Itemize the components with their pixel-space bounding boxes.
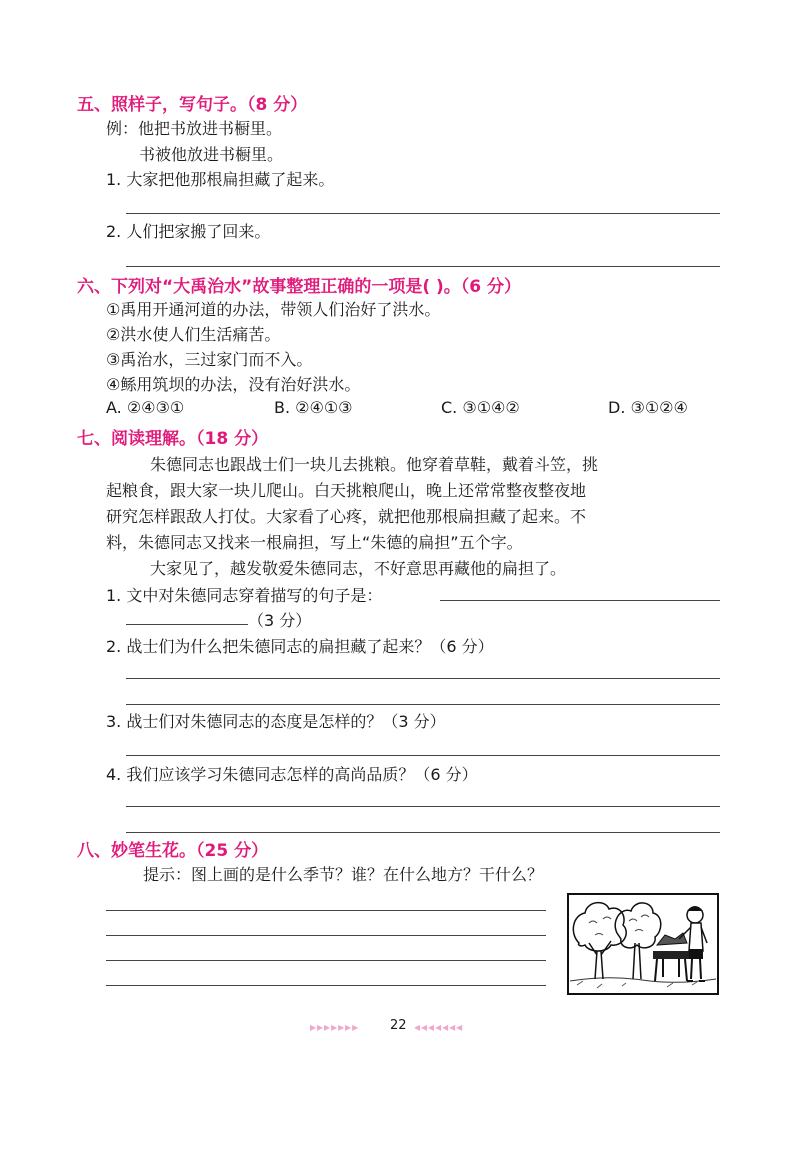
answer-line[interactable] (106, 985, 546, 986)
section7-heading: 七、阅读理解。（18 分） (77, 429, 269, 449)
option-c[interactable]: C. ③①④② (441, 398, 520, 417)
section7-question-1: 1. 文中对朱德同志穿着描写的句子是： (106, 586, 383, 605)
section5-question-1: 1. 大家把他那根扁担藏了起来。 (106, 170, 335, 189)
writing-prompt-illustration (567, 893, 719, 995)
option-a[interactable]: A. ②④③① (106, 398, 185, 417)
answer-line[interactable] (126, 832, 720, 833)
page-number: 22 (390, 1018, 407, 1033)
answer-line[interactable] (126, 213, 720, 214)
section7-question-3: 3. 战士们对朱德同志的态度是怎样的？（3 分） (106, 712, 446, 731)
section7-question-2: 2. 战士们为什么把朱德同志的扁担藏了起来？（6 分） (106, 637, 494, 656)
answer-line[interactable] (106, 960, 546, 961)
section8-heading: 八、妙笔生花。（25 分） (77, 841, 269, 861)
passage-line-1: 朱德同志也跟战士们一块儿去挑粮。他穿着草鞋，戴着斗笠，挑 (150, 455, 599, 474)
answer-line[interactable] (126, 806, 720, 807)
answer-line[interactable] (126, 704, 720, 705)
option-d[interactable]: D. ③①②④ (608, 398, 688, 417)
section6-heading: 六、下列对“大禹治水”故事整理正确的一项是( )。（6 分） (77, 277, 522, 297)
section6-item-1: ①禹用开通河道的办法，带领人们治好了洪水。 (106, 300, 441, 319)
section7-question-4: 4. 我们应该学习朱德同志怎样的高尚品质？（6 分） (106, 765, 478, 784)
answer-line[interactable] (106, 910, 546, 911)
answer-line[interactable] (126, 678, 720, 679)
answer-line[interactable] (440, 600, 720, 601)
passage-line-4: 料，朱德同志又找来一根扁担，写上“朱德的扁担”五个字。 (106, 533, 523, 552)
answer-line[interactable] (106, 935, 546, 936)
footer-arrows-right: ◂◂◂◂◂◂◂ (414, 1020, 464, 1034)
example-sentence-2: 书被他放进书橱里。 (139, 145, 284, 164)
section6-item-4: ④鲧用筑坝的办法，没有治好洪水。 (106, 375, 361, 394)
option-b[interactable]: B. ②④①③ (274, 398, 353, 417)
section5-heading: 五、照样子，写句子。（8 分） (77, 95, 308, 115)
footer-arrows-left: ▸▸▸▸▸▸▸ (310, 1020, 360, 1034)
section6-item-3: ③禹治水，三过家门而不入。 (106, 350, 313, 369)
section8-hint: 提示：图上画的是什么季节？谁？在什么地方？干什么？ (143, 865, 544, 884)
passage-line-2: 起粮食，跟大家一块儿爬山。白天挑粮爬山，晚上还常常整夜整夜地 (106, 481, 587, 500)
passage-line-5: 大家见了，越发敬爱朱德同志，不好意思再藏他的扁担了。 (150, 559, 567, 578)
section7-question-1-score: （3 分） (248, 611, 312, 630)
example-sentence-1: 例：他把书放进书橱里。 (106, 119, 283, 138)
answer-line[interactable] (126, 624, 248, 625)
answer-line[interactable] (126, 755, 720, 756)
section6-item-2: ②洪水使人们生活痛苦。 (106, 325, 281, 344)
passage-line-3: 研究怎样跟敌人打仗。大家看了心疼，就把他那根扁担藏了起来。不 (106, 507, 587, 526)
answer-line[interactable] (126, 266, 720, 267)
section5-question-2: 2. 人们把家搬了回来。 (106, 222, 271, 241)
